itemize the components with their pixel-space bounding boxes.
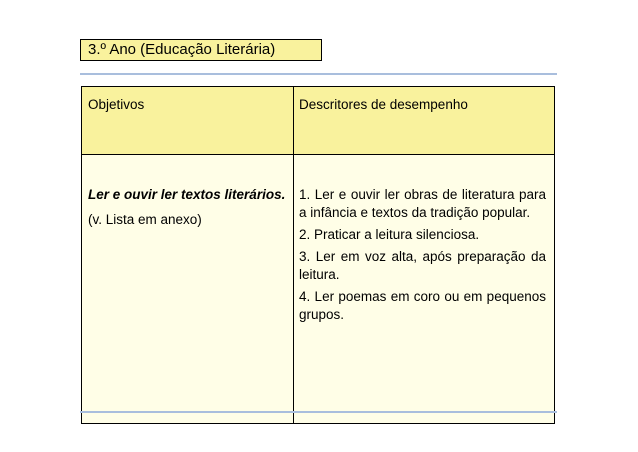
descriptor-item-1: 1. Ler e ouvir ler obras de literatura para a infância e textos da tradição popular. bbox=[299, 187, 546, 220]
curriculum-table bbox=[81, 86, 555, 424]
descriptor-item-4: 4. Ler poemas em coro ou em pequenos grupos. bbox=[299, 289, 546, 322]
descriptor-item-2: 2. Praticar a leitura silenciosa. bbox=[299, 227, 480, 242]
header-descritores: Descritores de desempenho bbox=[294, 87, 555, 155]
descriptor-item-3: 3. Ler em voz alta, após preparação da leitura. bbox=[299, 249, 546, 282]
bottom-divider bbox=[80, 411, 557, 413]
table-header-row bbox=[82, 87, 555, 155]
header-objetivos: Objetivos bbox=[82, 87, 294, 155]
descriptors-cell bbox=[294, 155, 555, 424]
objective-note: (v. Lista em anexo) bbox=[88, 212, 202, 227]
table-row bbox=[82, 155, 555, 424]
page-title: 3.º Ano (Educação Literária) bbox=[80, 39, 322, 61]
objective-title: Ler e ouvir ler textos literários. bbox=[88, 187, 286, 202]
top-divider bbox=[80, 73, 557, 75]
objective-cell bbox=[82, 155, 294, 424]
